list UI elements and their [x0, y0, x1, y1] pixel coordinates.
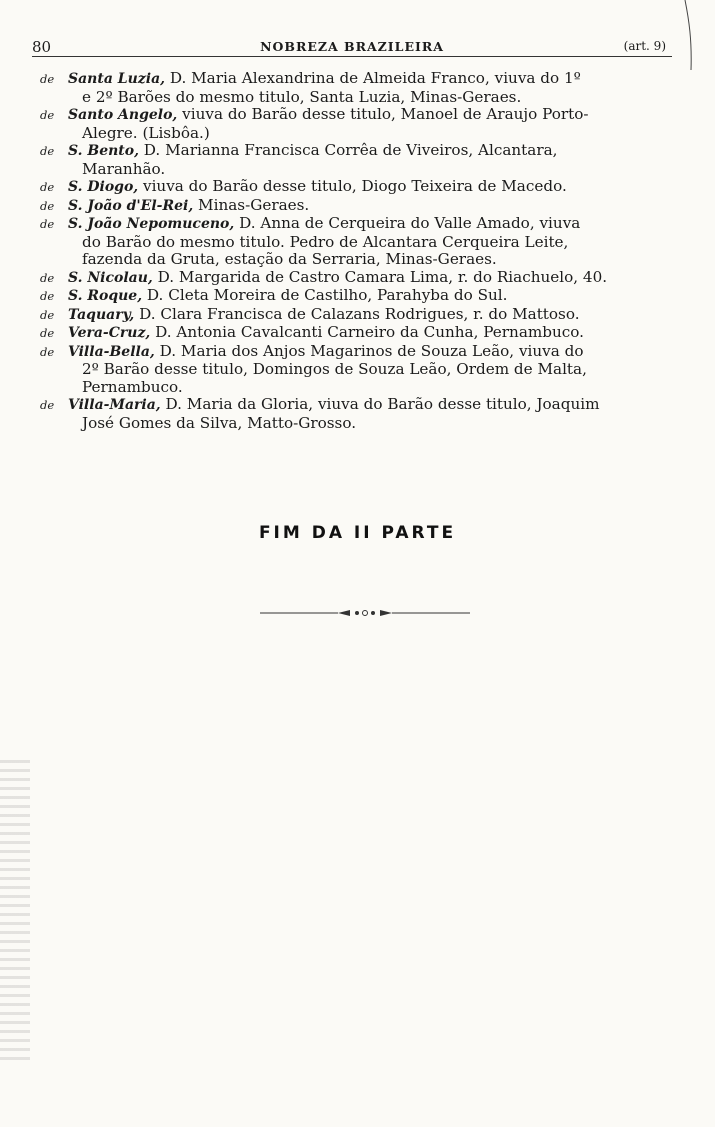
entry-continuation-line [40, 234, 683, 252]
entry-first-line [40, 396, 683, 415]
entry-prefix: de [40, 344, 55, 359]
entry-prefix: de [40, 307, 55, 322]
entry-title-name: S. Diogo, [68, 179, 139, 195]
entry-text: e 2º Barões do mesmo titulo, Santa Luzia, Minas-Geraes. [82, 87, 522, 106]
running-title: NOBREZA BRAZILEIRA [260, 39, 444, 54]
entry-first-line [40, 306, 683, 325]
entry-text: Minas-Geraes. [198, 195, 310, 214]
binding-edge-shadow [0, 760, 30, 1060]
entry-text: Pernambuco. [82, 377, 183, 396]
entry-item [40, 343, 683, 397]
entry-text: D. Cleta Moreira de Castilho, Parahyba do Sul. [146, 286, 508, 304]
entry-item [40, 287, 683, 306]
entry-first-line [40, 215, 683, 234]
entry-item [40, 215, 683, 269]
entry-text: fazenda da Gruta, estação da Serraria, Minas-Geraes. [82, 250, 497, 268]
entry-item [40, 306, 683, 325]
part-end-title: FIM DA II PARTE [258, 523, 457, 543]
entry-continuation-line [40, 125, 683, 143]
entry-list [40, 70, 683, 432]
entry-prefix: de [40, 398, 55, 412]
entry-title-name: S. João Nepomuceno, [68, 216, 235, 232]
entry-item [40, 106, 683, 142]
entry-title-name: Villa-Bella, [68, 343, 155, 360]
entry-prefix: de [40, 326, 55, 340]
entry-text: Alegre. (Lisbôa.) [82, 123, 210, 142]
page-edge-mark [683, 0, 695, 70]
entry-title-name: Santa Luzia, [68, 71, 166, 87]
entry-text: D. Margarida de Castro Camara Lima, r. do Riachuelo, 40. [157, 267, 608, 286]
entry-first-line [40, 106, 683, 125]
entry-item [40, 142, 683, 178]
entry-item [40, 396, 683, 432]
page-header [32, 38, 672, 57]
entry-item [40, 178, 683, 197]
entry-item [40, 269, 683, 288]
entry-text: D. Marianna Francisca Corrêa de Viveiros, Alcantara, [143, 141, 558, 159]
entry-continuation-line [40, 361, 683, 379]
entry-title-name: S. Bento, [68, 143, 139, 159]
entry-first-line [40, 142, 683, 161]
entry-text: D. Maria da Gloria, viuva do Barão desse titulo, Joaquim [165, 395, 600, 413]
entry-prefix: de [40, 270, 55, 285]
entry-continuation-line [40, 161, 683, 179]
entry-title-name: S. Nicolau, [68, 269, 153, 286]
entry-continuation-line [40, 89, 683, 107]
entry-prefix: de [40, 198, 55, 213]
entry-prefix: de [40, 108, 55, 122]
page-number: 80 [32, 38, 52, 56]
entry-title-name: Villa-Maria, [68, 397, 161, 413]
ornament-divider-icon [260, 606, 470, 620]
entry-title-name: S. João d'El-Rei, [68, 197, 194, 214]
entry-text: D. Anna de Cerqueira do Valle Amado, viuva [239, 214, 581, 232]
entry-text: do Barão do mesmo titulo. Pedro de Alcantara Cerqueira Leite, [82, 232, 569, 251]
entry-text: viuva do Barão desse titulo, Manoel de Araujo Porto- [182, 105, 589, 123]
entry-title-name: Taquary, [68, 306, 135, 323]
entry-first-line [40, 70, 683, 89]
entry-item [40, 324, 683, 343]
entry-first-line [40, 178, 683, 197]
entry-prefix: de [40, 144, 55, 158]
entry-first-line [40, 287, 683, 306]
entry-title-name: S. Roque, [68, 288, 143, 304]
entry-text: D. Antonia Cavalcanti Carneiro da Cunha, Pernambuco. [155, 323, 585, 341]
entry-prefix: de [40, 72, 55, 86]
entry-prefix: de [40, 289, 55, 303]
entry-item [40, 197, 683, 216]
entry-continuation-line [40, 251, 683, 269]
entry-first-line [40, 197, 683, 216]
entry-text: D. Maria Alexandrina de Almeida Franco, viuva do 1º [169, 69, 581, 87]
article-reference: (art. 9) [623, 39, 666, 53]
entry-text: viuva do Barão desse titulo, Diogo Teixeira de Macedo. [143, 177, 567, 195]
entry-first-line [40, 343, 683, 362]
entry-text: José Gomes da Silva, Matto-Grosso. [82, 413, 357, 432]
entry-text: D. Maria dos Anjos Magarinos de Souza Leão, viuva do [159, 341, 584, 360]
entry-continuation-line [40, 415, 683, 433]
entry-text: Maranhão. [82, 159, 166, 178]
entry-prefix: de [40, 180, 55, 194]
entry-text: D. Clara Francisca de Calazans Rodrigues, r. do Mattoso. [139, 304, 580, 323]
entry-title-name: Santo Angelo, [68, 107, 178, 123]
entry-title-name: Vera-Cruz, [68, 325, 151, 341]
entry-item [40, 70, 683, 106]
entry-first-line [40, 269, 683, 288]
entry-continuation-line [40, 379, 683, 397]
entry-text: 2º Barão desse titulo, Domingos de Souza Leão, Ordem de Malta, [82, 360, 587, 378]
entry-prefix: de [40, 217, 55, 231]
entry-first-line [40, 324, 683, 343]
